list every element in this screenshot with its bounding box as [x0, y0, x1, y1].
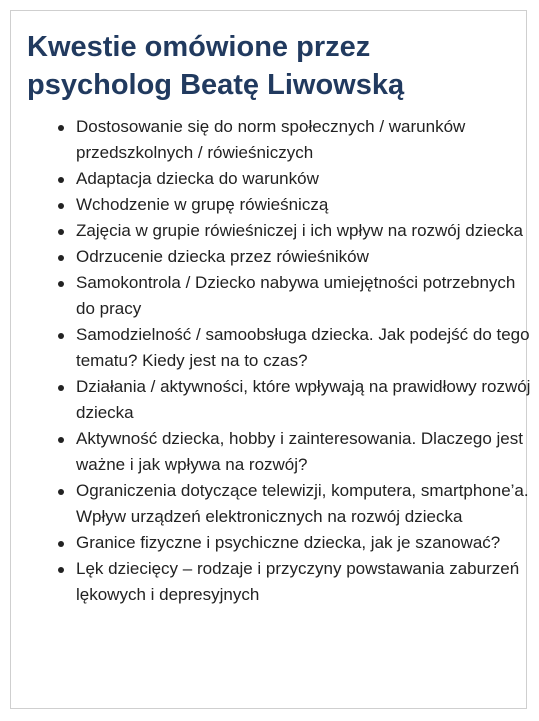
list-item: [76, 530, 534, 556]
list-item: [76, 192, 534, 218]
bullet-icon: [58, 333, 64, 339]
topics-box: [10, 10, 531, 709]
list-item: [76, 244, 534, 270]
list-item: [76, 114, 534, 166]
list-item: [76, 218, 534, 244]
list-item: [76, 374, 534, 426]
bullet-icon: [58, 385, 64, 391]
list-item-text: Samodzielność / samoobsługa dziecka. Jak podejść do tego tematu? Kiedy jest na to czas?: [76, 325, 530, 370]
list-item: [76, 426, 534, 478]
bullet-icon: [58, 177, 64, 183]
bullet-icon: [58, 541, 64, 547]
list-item-text: Działania / aktywności, które wpływają na prawidłowy rozwój dziecka: [76, 377, 531, 422]
list-item: [76, 166, 534, 192]
list-item-text: Samokontrola / Dziecko nabywa umiejętności potrzebnych do pracy: [76, 273, 516, 318]
list-item-text: Lęk dziecięcy – rodzaje i przyczyny powstawania zaburzeń lękowych i depresyjnych: [76, 559, 520, 604]
bullet-icon: [58, 437, 64, 443]
list-item-text: Aktywność dziecka, hobby i zainteresowania. Dlaczego jest ważne i jak wpływa na rozwój?: [76, 429, 523, 474]
list-item: [76, 478, 534, 530]
bullet-icon: [58, 489, 64, 495]
list-item-text: Ograniczenia dotyczące telewizji, komputera, smartphone’a. Wpływ urządzeń elektronicznych na rozwój dziecka: [76, 481, 529, 526]
bullet-icon: [58, 125, 64, 131]
list-item-text: Granice fizyczne i psychiczne dziecka, jak je szanować?: [76, 533, 501, 552]
section-title-line-2: psycholog Beatę Liwowską: [27, 69, 405, 101]
list-item: [76, 270, 534, 322]
list-item-text: Wchodzenie w grupę rówieśniczą: [76, 195, 329, 214]
bullet-icon: [58, 281, 64, 287]
list-item-text: Odrzucenie dziecka przez rówieśników: [76, 247, 369, 266]
list-item-text: Adaptacja dziecka do warunków: [76, 169, 319, 188]
topics-list: [35, 114, 534, 608]
bullet-icon: [58, 203, 64, 209]
list-item-text: Zajęcia w grupie rówieśniczej i ich wpływ na rozwój dziecka: [76, 221, 523, 240]
section-title: [27, 28, 507, 104]
list-item: [76, 556, 534, 608]
bullet-icon: [58, 255, 64, 261]
list-item-text: Dostosowanie się do norm społecznych / warunków przedszkolnych / rówieśniczych: [76, 117, 466, 162]
bullet-icon: [58, 229, 64, 235]
list-item: [76, 322, 534, 374]
section-title-line-1: Kwestie omówione przez: [27, 31, 371, 63]
bullet-icon: [58, 567, 64, 573]
